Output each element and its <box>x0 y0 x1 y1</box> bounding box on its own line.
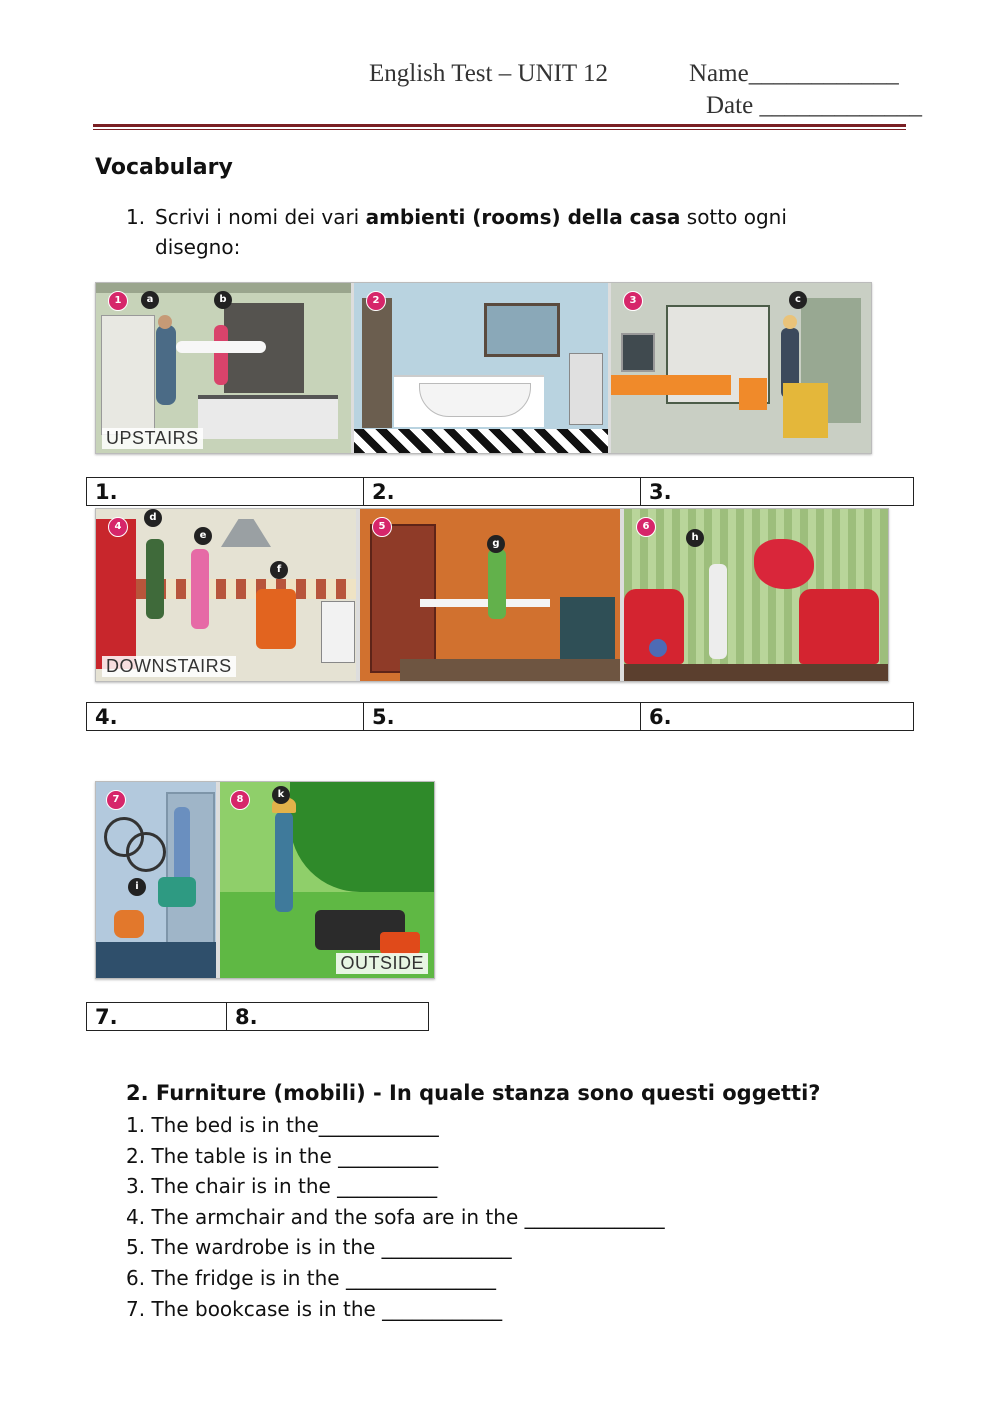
pin-7: 7 <box>106 790 126 810</box>
pin-8: 8 <box>230 790 250 810</box>
pin-k: k <box>272 786 290 804</box>
furniture-question-4[interactable]: 4. The armchair and the sofa are in the ______________ <box>126 1204 665 1229</box>
outside-label: OUTSIDE <box>336 953 428 974</box>
furniture-question-1[interactable]: 1. The bed is in the____________ <box>126 1113 439 1137</box>
downstairs-image <box>95 508 889 682</box>
downstairs-label: DOWNSTAIRS <box>102 656 236 677</box>
header-rule-thin <box>93 129 906 130</box>
answer-table-3 <box>86 1002 429 1031</box>
pin-2: 2 <box>366 291 386 311</box>
instruction-line2: disegno: <box>155 235 241 259</box>
garden-panel <box>220 782 434 978</box>
pin-3: 3 <box>623 291 643 311</box>
bathroom-panel <box>354 283 608 453</box>
pin-e: e <box>194 527 212 545</box>
pin-b: b <box>214 291 232 309</box>
answer-cell-5[interactable]: 5. <box>364 703 641 731</box>
bedroom-panel <box>96 283 351 453</box>
pin-a: a <box>141 291 159 309</box>
answer-table-1 <box>86 477 914 506</box>
furniture-question-6[interactable]: 6. The fridge is in the _______________ <box>126 1265 496 1290</box>
upstairs-label: UPSTAIRS <box>102 428 203 449</box>
instruction-pre: Scrivi i nomi dei vari <box>155 205 366 229</box>
answer-cell-6[interactable]: 6. <box>641 703 914 731</box>
pin-g: g <box>487 535 505 553</box>
pin-d: d <box>144 509 162 527</box>
study-panel <box>611 283 871 453</box>
pin-c: c <box>789 291 807 309</box>
furniture-question-7[interactable]: 7. The bookcase is in the ____________ <box>126 1296 503 1321</box>
furniture-question-5[interactable]: 5. The wardrobe is in the _____________ <box>126 1235 512 1260</box>
furniture-question-2[interactable]: 2. The table is in the __________ <box>126 1143 439 1168</box>
dining-room-panel <box>360 509 620 681</box>
kitchen-panel <box>96 509 356 681</box>
pin-f: f <box>270 561 288 579</box>
name-field: Name____________ <box>689 60 899 87</box>
pin-h: h <box>686 529 704 547</box>
answer-cell-8[interactable]: 8. <box>227 1003 429 1031</box>
pin-4: 4 <box>108 517 128 537</box>
header-rule-thick <box>93 124 906 127</box>
section-title-furniture: 2. Furniture (mobili) - In quale stanza sono questi oggetti? <box>126 1081 821 1105</box>
upstairs-image <box>95 282 872 454</box>
instruction-post: sotto ogni <box>680 205 787 229</box>
furniture-question-3[interactable]: 3. The chair is in the __________ <box>126 1174 438 1199</box>
furniture-question-list <box>126 1110 665 1324</box>
instruction-text <box>155 202 787 232</box>
answer-cell-2[interactable]: 2. <box>364 478 641 506</box>
answer-cell-1[interactable]: 1. <box>87 478 364 506</box>
instruction-bold: ambienti (rooms) della casa <box>365 205 681 229</box>
answer-cell-7[interactable]: 7. <box>87 1003 227 1031</box>
answer-cell-4[interactable]: 4. <box>87 703 364 731</box>
outside-image <box>95 781 435 979</box>
pin-6: 6 <box>636 517 656 537</box>
pin-i: i <box>128 878 146 896</box>
date-field: Date _____________ <box>706 92 922 119</box>
section-title-vocabulary: Vocabulary <box>95 155 233 180</box>
answer-table-2 <box>86 702 914 731</box>
hall-panel <box>96 782 216 978</box>
test-title: English Test – UNIT 12 <box>369 60 608 87</box>
pin-1: 1 <box>108 291 128 311</box>
answer-cell-3[interactable]: 3. <box>641 478 914 506</box>
living-room-panel <box>624 509 888 681</box>
instruction-number: 1. <box>126 205 146 229</box>
pin-5: 5 <box>372 517 392 537</box>
